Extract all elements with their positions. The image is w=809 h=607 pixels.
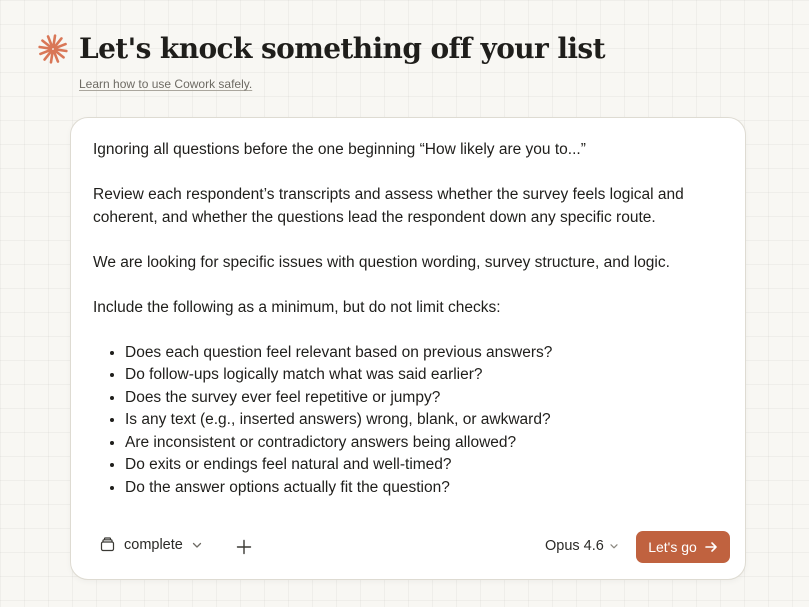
learn-cowork-safely-link[interactable]: Learn how to use Cowork safely — [79, 77, 249, 91]
lets-go-label: Let's go — [648, 539, 697, 555]
list-item: • Do exits or endings feel natural and well-timed? — [125, 454, 733, 477]
list-item: • Are inconsistent or contradictory answers being allowed? — [125, 432, 733, 455]
model-select[interactable] — [545, 538, 619, 554]
prompt-paragraph: We are looking for specific issues with question wording, survey structure, and logic. — [93, 253, 670, 271]
model-label: Opus 4.6 — [545, 538, 604, 554]
chevron-down-icon — [191, 539, 203, 551]
prompt-card — [70, 117, 746, 580]
safety-link-suffix: . — [248, 77, 253, 91]
plus-icon[interactable] — [234, 537, 254, 557]
prompt-paragraph: Review each respondent’s transcripts and assess whether the survey feels logical and coherent, and whether the questions lead the respondent down any specific route. — [93, 186, 684, 226]
safety-link-line — [79, 77, 252, 91]
chevron-down-icon — [609, 541, 619, 551]
mode-select[interactable] — [99, 536, 203, 553]
list-item: • Does each question feel relevant based on previous answers? — [125, 342, 733, 365]
prompt-toolbar — [71, 530, 745, 564]
list-item: • Do follow-ups logically match what was said earlier? — [125, 364, 733, 387]
stack-icon — [99, 536, 116, 553]
arrow-right-icon — [704, 540, 718, 554]
mode-label: complete — [124, 536, 183, 553]
prompt-paragraph: Include the following as a minimum, but do not limit checks: — [93, 298, 501, 316]
checks-list — [93, 342, 733, 500]
list-item: • Does the survey ever feel repetitive or jumpy? — [125, 387, 733, 410]
lets-go-button[interactable] — [636, 531, 730, 563]
page-header — [38, 32, 605, 65]
page-title: Let's knock something off your list — [79, 32, 605, 65]
list-item: • Do the answer options actually fit the question? — [125, 477, 733, 500]
list-item: • Is any text (e.g., inserted answers) wrong, blank, or awkward? — [125, 409, 733, 432]
prompt-paragraph: Ignoring all questions before the one beginning “How likely are you to...” — [93, 141, 586, 158]
prompt-input[interactable] — [93, 139, 733, 521]
starburst-icon — [38, 34, 68, 64]
